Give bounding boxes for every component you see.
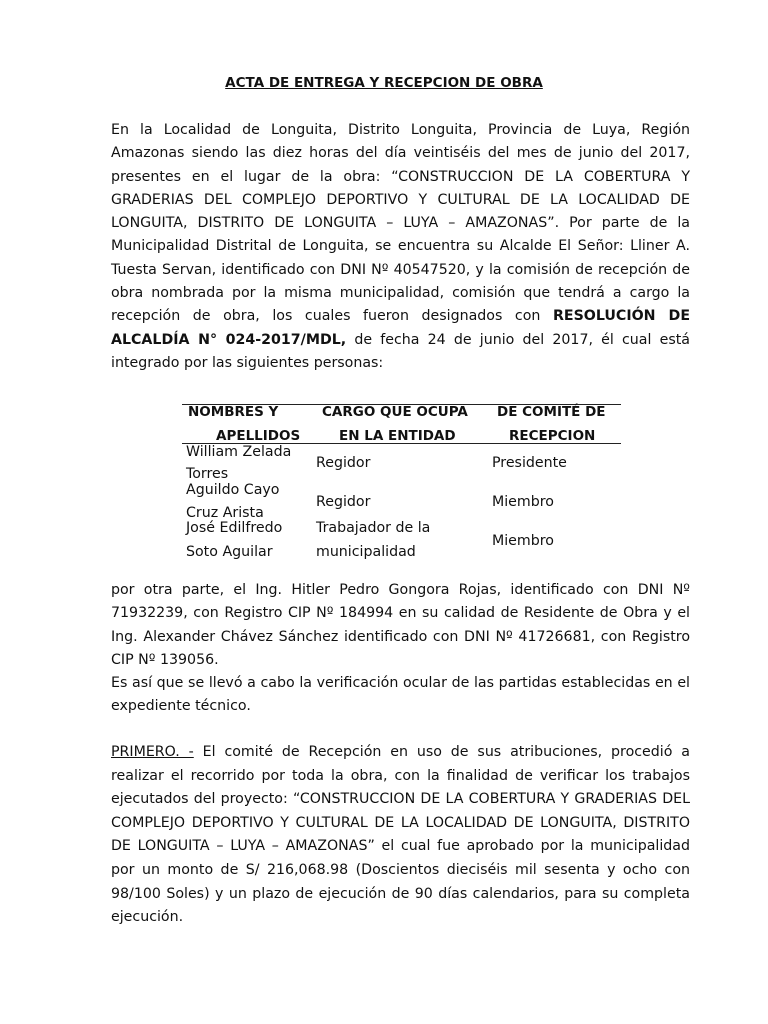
row1-name-line1: William Zelada [186, 444, 292, 460]
intro-paragraph [111, 119, 690, 375]
row3-name-line2: Soto Aguilar [186, 544, 273, 560]
header-cargo-line2: EN LA ENTIDAD [339, 428, 456, 444]
header-comite-line2: RECEPCION [509, 428, 596, 444]
row3-comite: Miembro [492, 533, 554, 549]
row2-name-line2: Cruz Arista [186, 505, 264, 521]
row3-name-line1: José Edilfredo [186, 520, 283, 536]
header-names-line1: NOMBRES Y [188, 404, 279, 420]
header-cargo-line1: CARGO QUE OCUPA [322, 404, 468, 420]
primero-text: El comité de Recepción en uso de sus atribuciones, procedió a realizar el recorrido por toda la obra, con la finalidad de verificar los trabajos ejecutados del proyecto: “CONSTRUCCION DE LA COBERTURA Y GRADERIAS DEL COMPLEJO DEPORTIVO Y CULTURAL DE LA LOCALIDAD DE LONGUITA, DISTRITO DE LONGUITA – LUYA – AMAZONAS” el cual fue aprobado por la municipalidad por un monto de S/ 216,068.98 (Doscientos dieciséis mil sesenta y ocho con 98/100 Soles) y un plazo de ejecución de 90 días calendarios, para su completa ejecución. [111, 744, 690, 926]
primero-label: PRIMERO. - [111, 744, 194, 760]
row3-cargo-line2: municipalidad [316, 544, 416, 560]
header-names-line2: APELLIDOS [216, 428, 301, 444]
document-title: ACTA DE ENTREGA Y RECEPCION DE OBRA [225, 75, 543, 91]
header-comite-line1: DE COMITÉ DE [497, 404, 606, 420]
intro-text-2: de fecha 24 de junio del 2017, él cual está integrado por las siguientes personas: [111, 331, 690, 371]
verification-text: Es así que se llevó a cabo la verificación ocular de las partidas establecidas en el expediente técnico. [111, 675, 690, 715]
row1-name-line2: Torres [186, 466, 229, 482]
row1-cargo: Regidor [316, 455, 371, 471]
row2-cargo: Regidor [316, 494, 371, 510]
intro-text-1: En la Localidad de Longuita, Distrito Longuita, Provincia de Luya, Región Amazonas siendo las diez horas del día veintiséis del mes de junio del 2017, presentes en el lugar de la obra: “CONSTRUCCION DE LA COBERTURA Y GRADERIAS DEL COMPLEJO DEPORTIVO Y CULTURAL DE LA LOCALIDAD DE LONGUITA, DISTRITO DE LONGUITA – LUYA – AMAZONAS”. Por parte de la Municipalidad Distrital de Longuita, se encuentra su Alcalde El Señor: Lliner A. Tuesta Servan, identificado con DNI Nº 40547520, y la comisión de recepción de obra nombrada por la misma municipalidad, comisión que tendrá a cargo la recepción de obra, los cuales fueron designados con [111, 122, 690, 325]
row1-comite: Presidente [492, 455, 567, 471]
row3-cargo-line1: Trabajador de la [316, 520, 431, 536]
row2-comite: Miembro [492, 494, 554, 510]
resolution-reference: RESOLUCIÓN DE ALCALDÍA N° 024-2017/MDL, [111, 308, 691, 348]
engineers-paragraph [111, 579, 690, 719]
row2-name-line1: Aguildo Cayo [186, 482, 280, 498]
primero-paragraph [111, 741, 690, 930]
engineers-text: por otra parte, el Ing. Hitler Pedro Gongora Rojas, identificado con DNI Nº 71932239, con Registro CIP Nº 184994 en su calidad de Residente de Obra y el Ing. Alexander Chávez Sánchez identificado con DNI Nº 41726681, con Registro CIP Nº 139056. [111, 582, 690, 668]
